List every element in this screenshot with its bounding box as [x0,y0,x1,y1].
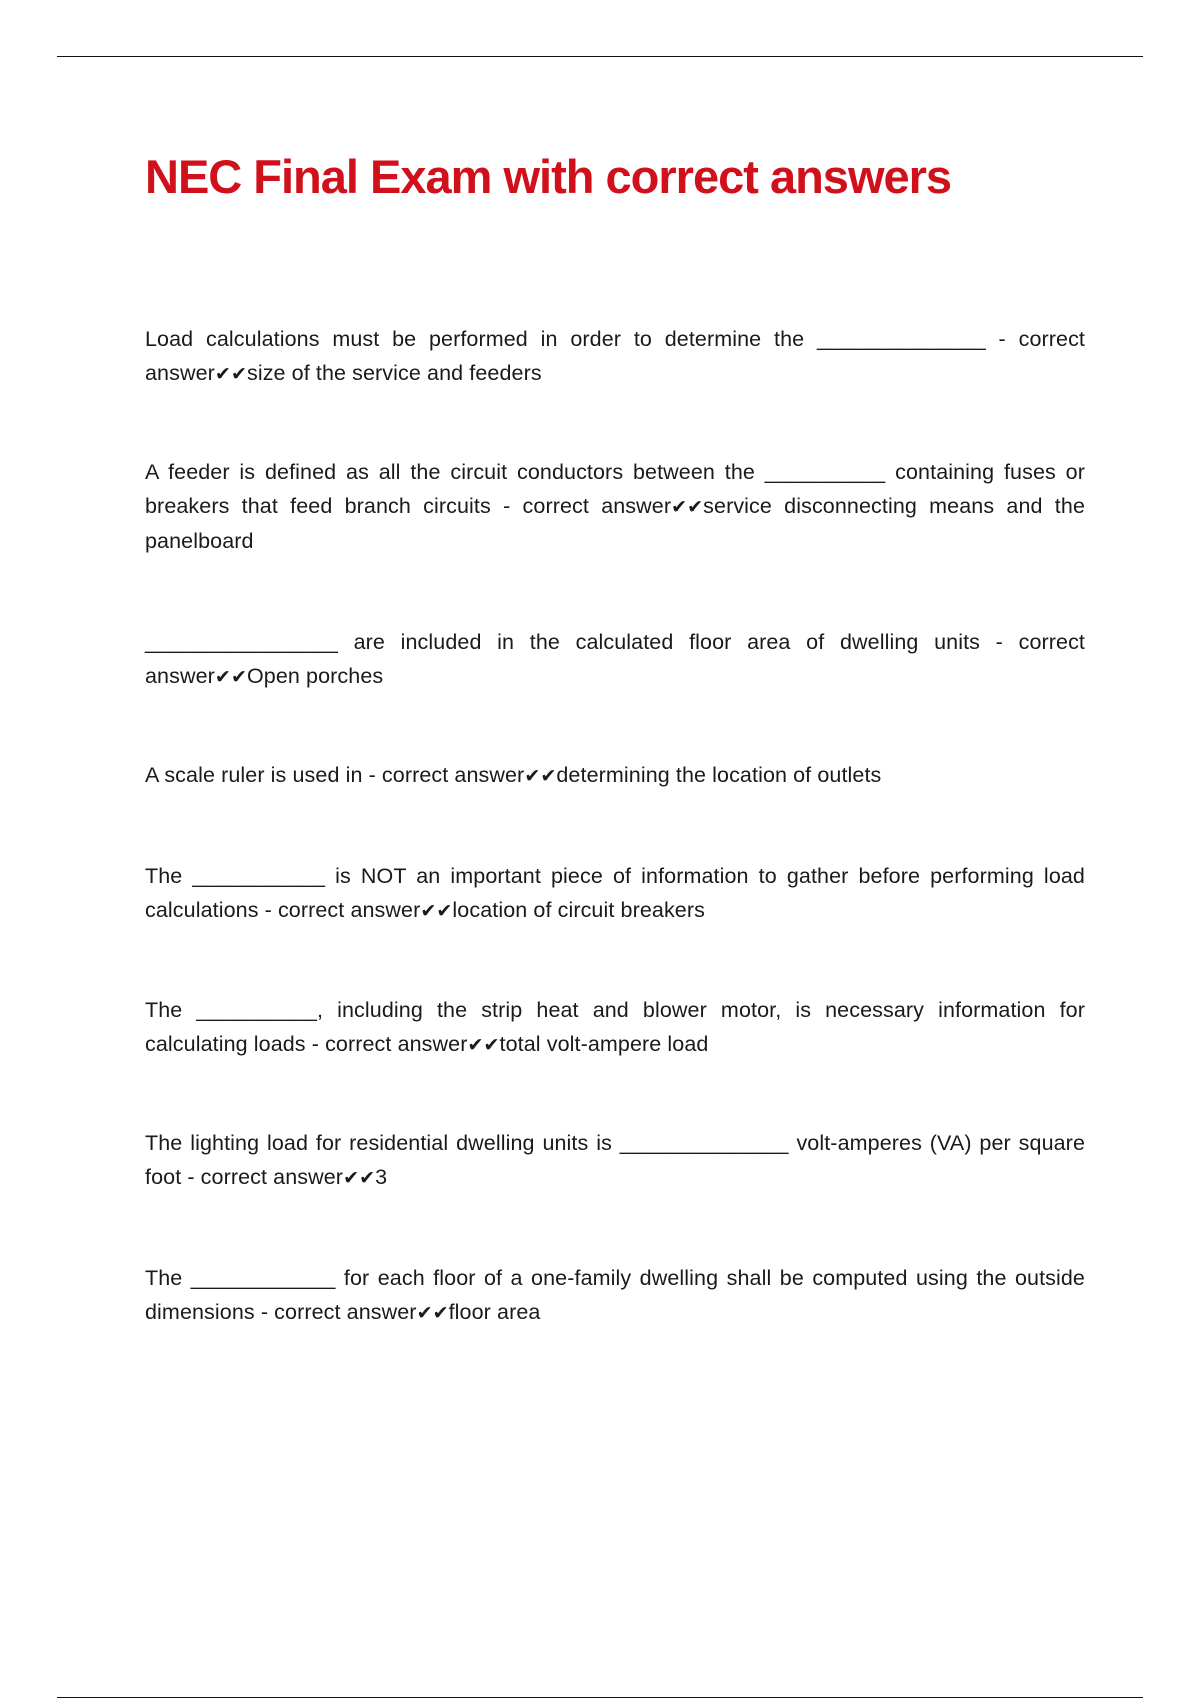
check-icon: ✔✔ [343,1167,376,1189]
qa-item-1 [145,322,1085,391]
answer-text: determining the location of outlets [556,763,882,787]
check-icon: ✔✔ [467,1034,500,1056]
check-icon: ✔✔ [671,496,704,518]
answer-label: answer [145,361,215,385]
answer-text: Open porches [246,664,384,688]
question-text: Load calculations must be performed in order to determine the ______________ - correct [145,327,1085,351]
question-text: A feeder is defined as all the circuit conductors between the __________ containing fuses or breakers that feed branch circuits - correct [145,460,1085,518]
question-text: The ____________ for each floor of a one-family dwelling shall be computed using the outside dimensions - correct [145,1266,1085,1324]
answer-text: 3 [375,1165,388,1189]
question-text: The ___________ is NOT an important piece of information to gather before performing load calculations - correct [145,864,1085,922]
qa-item-4 [145,758,1085,793]
top-rule [57,56,1143,57]
check-icon: ✔✔ [420,900,453,922]
answer-label: answer [454,763,525,787]
qa-item-8 [145,1261,1085,1330]
answer-text: total volt-ampere load [499,1032,709,1056]
answer-label: answer [397,1032,468,1056]
answer-text: location of circuit breakers [452,898,705,922]
answer-label: answer [350,898,421,922]
qa-item-5 [145,859,1085,928]
question-text: ________________ are included in the calculated floor area of dwelling units - correct [145,630,1085,654]
qa-item-7 [145,1126,1085,1195]
check-icon: ✔✔ [416,1302,449,1324]
question-text: A scale ruler is used in - correct [145,763,455,787]
check-icon: ✔✔ [214,666,247,688]
answer-text: size of the service and feeders [246,361,542,385]
answer-label: answer [346,1300,417,1324]
question-text: The __________, including the strip heat and blower motor, is necessary information for calculating loads - correct [145,998,1085,1056]
page-title: NEC Final Exam with correct answers [145,150,952,203]
answer-text: floor area [448,1300,541,1324]
answer-label: answer [273,1165,344,1189]
bottom-rule [57,1697,1143,1698]
answer-text: service disconnecting means and the panelboard [145,494,1085,553]
answer-label: answer [601,494,672,518]
check-icon: ✔✔ [524,765,557,787]
qa-item-2 [145,455,1085,558]
check-icon: ✔✔ [214,363,247,385]
qa-item-6 [145,993,1085,1062]
question-text: The lighting load for residential dwelling units is ______________ volt-amperes (VA) per square foot - correct [145,1131,1085,1189]
answer-label: answer [145,664,215,688]
qa-item-3 [145,625,1085,694]
